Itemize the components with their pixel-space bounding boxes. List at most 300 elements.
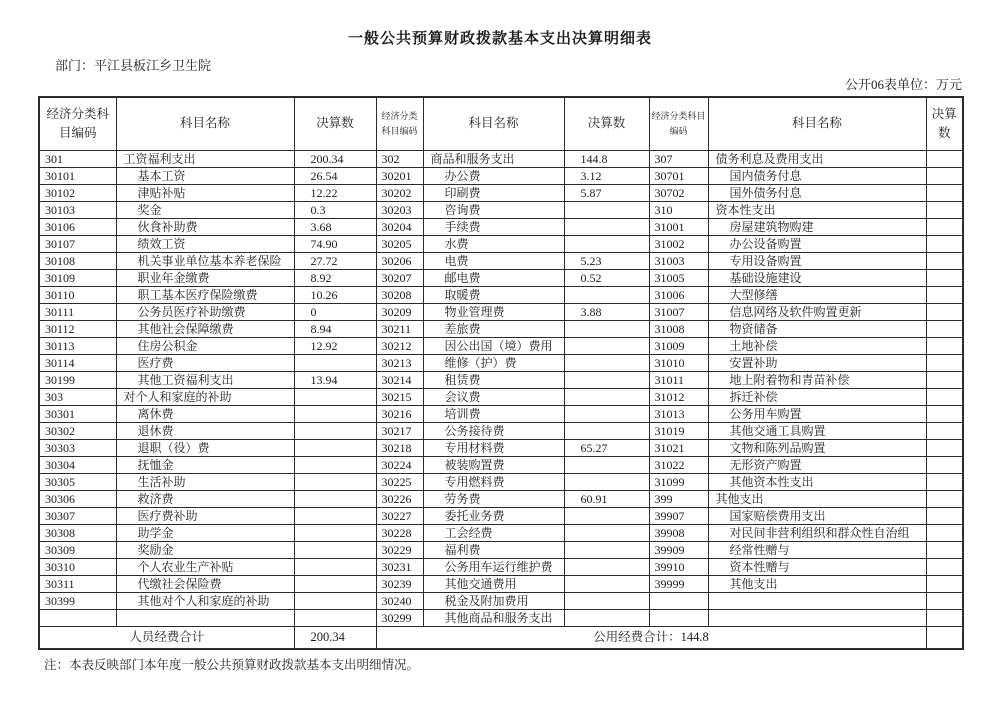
subject-name: 债务利息及费用支出	[708, 151, 926, 168]
subject-code: 39910	[649, 559, 708, 576]
subject-code	[649, 610, 708, 627]
table-row	[39, 202, 963, 219]
subject-code: 301	[39, 151, 116, 168]
subject-name: 办公设备购置	[708, 236, 926, 253]
final-amount	[926, 423, 963, 440]
subject-name: 资本性赠与	[708, 559, 926, 576]
final-amount	[564, 219, 649, 236]
subject-code: 31008	[649, 321, 708, 338]
header-row	[39, 97, 963, 151]
subject-name: 安置补助	[708, 355, 926, 372]
subject-name: 个人农业生产补贴	[116, 559, 294, 576]
subject-name: 医疗费	[116, 355, 294, 372]
final-amount	[926, 355, 963, 372]
final-amount	[926, 559, 963, 576]
final-amount: 5.23	[564, 253, 649, 270]
subject-code: 31099	[649, 474, 708, 491]
final-amount: 12.92	[294, 338, 376, 355]
final-amount	[926, 270, 963, 287]
subject-code: 31001	[649, 219, 708, 236]
subject-code: 30218	[376, 440, 423, 457]
final-amount	[564, 372, 649, 389]
final-amount	[564, 593, 649, 610]
subject-code: 30111	[39, 304, 116, 321]
final-amount: 60.91	[564, 491, 649, 508]
subject-code: 30212	[376, 338, 423, 355]
final-amount	[294, 593, 376, 610]
subject-code: 30304	[39, 457, 116, 474]
subject-code: 31010	[649, 355, 708, 372]
subject-name: 无形资产购置	[708, 457, 926, 474]
subject-name: 医疗费补助	[116, 508, 294, 525]
budget-report-page	[38, 0, 962, 673]
subject-code: 399	[649, 491, 708, 508]
subject-name: 其他交通工具购置	[708, 423, 926, 440]
subject-code: 30201	[376, 168, 423, 185]
subject-code: 30229	[376, 542, 423, 559]
subject-code: 39909	[649, 542, 708, 559]
final-amount	[926, 151, 963, 168]
subject-code: 30216	[376, 406, 423, 423]
table-row	[39, 491, 963, 508]
subject-name: 职工基本医疗保险缴费	[116, 287, 294, 304]
subject-name: 助学金	[116, 525, 294, 542]
subject-code: 30310	[39, 559, 116, 576]
table-row	[39, 321, 963, 338]
subject-code: 30311	[39, 576, 116, 593]
final-amount: 5.87	[564, 185, 649, 202]
subject-name: 因公出国（境）费用	[423, 338, 564, 355]
subject-name: 经常性赠与	[708, 542, 926, 559]
subject-code: 30202	[376, 185, 423, 202]
final-amount: 12.22	[294, 185, 376, 202]
final-amount	[294, 542, 376, 559]
subject-name: 基础设施建设	[708, 270, 926, 287]
table-row	[39, 440, 963, 457]
subject-name: 住房公积金	[116, 338, 294, 355]
subject-code: 30217	[376, 423, 423, 440]
subject-code: 30224	[376, 457, 423, 474]
subject-code: 39999	[649, 576, 708, 593]
final-amount: 0	[294, 304, 376, 321]
table-row	[39, 372, 963, 389]
subject-name: 对民间非营利组织和群众性自治组	[708, 525, 926, 542]
final-amount	[294, 525, 376, 542]
subject-name: 机关事业单位基本养老保险	[116, 253, 294, 270]
subject-code: 30306	[39, 491, 116, 508]
subject-name: 退休费	[116, 423, 294, 440]
final-amount	[926, 610, 963, 627]
subject-name: 专用燃料费	[423, 474, 564, 491]
subject-code: 31002	[649, 236, 708, 253]
final-amount	[926, 338, 963, 355]
subject-code: 30303	[39, 440, 116, 457]
final-amount	[294, 508, 376, 525]
table-row	[39, 610, 963, 627]
subject-name	[708, 593, 926, 610]
subject-name: 劳务费	[423, 491, 564, 508]
final-amount	[926, 321, 963, 338]
public-total-label: 公用经费合计：144.8	[376, 627, 926, 650]
col-header-value-2: 决算数	[564, 97, 649, 151]
col-header-value-3: 决算数	[926, 97, 963, 151]
final-amount	[926, 491, 963, 508]
subject-code: 30702	[649, 185, 708, 202]
totals-empty-cell	[926, 627, 963, 650]
subject-code: 30112	[39, 321, 116, 338]
subject-name: 公务员医疗补助缴费	[116, 304, 294, 321]
personnel-total-label: 人员经费合计	[39, 627, 294, 650]
subject-code: 30209	[376, 304, 423, 321]
final-amount	[926, 219, 963, 236]
subject-name: 文物和陈列品购置	[708, 440, 926, 457]
final-amount: 200.34	[294, 151, 376, 168]
subject-code: 30206	[376, 253, 423, 270]
final-amount	[564, 508, 649, 525]
subject-code: 30114	[39, 355, 116, 372]
final-amount	[926, 508, 963, 525]
table-row	[39, 185, 963, 202]
final-amount	[294, 423, 376, 440]
subject-name: 其他支出	[708, 576, 926, 593]
final-amount: 3.12	[564, 168, 649, 185]
personnel-total-value: 200.34	[294, 627, 376, 650]
subject-name: 维修（护）费	[423, 355, 564, 372]
final-amount	[294, 491, 376, 508]
subject-name: 国内债务付息	[708, 168, 926, 185]
table-row	[39, 542, 963, 559]
subject-name: 委托业务费	[423, 508, 564, 525]
subject-code: 31011	[649, 372, 708, 389]
subject-name: 其他对个人和家庭的补助	[116, 593, 294, 610]
subject-name: 其他商品和服务支出	[423, 610, 564, 627]
final-amount	[564, 338, 649, 355]
subject-code: 30226	[376, 491, 423, 508]
subject-code: 307	[649, 151, 708, 168]
subject-code: 31006	[649, 287, 708, 304]
final-amount	[926, 576, 963, 593]
table-row	[39, 219, 963, 236]
final-amount	[926, 440, 963, 457]
subject-name: 奖金	[116, 202, 294, 219]
final-amount: 3.88	[564, 304, 649, 321]
table-row	[39, 168, 963, 185]
table-row	[39, 508, 963, 525]
subject-name: 生活补助	[116, 474, 294, 491]
subject-name: 差旅费	[423, 321, 564, 338]
final-amount	[294, 559, 376, 576]
subject-name: 手续费	[423, 219, 564, 236]
subject-name: 基本工资	[116, 168, 294, 185]
totals-row	[39, 627, 963, 650]
col-header-value-1: 决算数	[294, 97, 376, 151]
subject-name: 津贴补贴	[116, 185, 294, 202]
final-amount	[926, 372, 963, 389]
subject-code: 30228	[376, 525, 423, 542]
final-amount	[564, 542, 649, 559]
table-body	[39, 151, 963, 627]
subject-name: 被装购置费	[423, 457, 564, 474]
subject-name	[116, 610, 294, 627]
table-row	[39, 457, 963, 474]
subject-code: 31022	[649, 457, 708, 474]
department-line: 部门：平江县板江乡卫生院	[55, 58, 212, 73]
subject-code: 30113	[39, 338, 116, 355]
subject-name: 租赁费	[423, 372, 564, 389]
subject-code: 39907	[649, 508, 708, 525]
subject-code: 31005	[649, 270, 708, 287]
subject-code: 39908	[649, 525, 708, 542]
final-amount	[926, 304, 963, 321]
subject-code: 30399	[39, 593, 116, 610]
subject-code: 30225	[376, 474, 423, 491]
final-amount	[564, 287, 649, 304]
final-amount	[926, 474, 963, 491]
subject-code: 302	[376, 151, 423, 168]
table-row	[39, 253, 963, 270]
table-row	[39, 304, 963, 321]
subject-name: 培训费	[423, 406, 564, 423]
page-title: 一般公共预算财政拨款基本支出决算明细表	[347, 31, 652, 47]
final-amount	[564, 406, 649, 423]
budget-table	[38, 96, 964, 650]
final-amount: 65.27	[564, 440, 649, 457]
subject-code: 30207	[376, 270, 423, 287]
subject-name: 对个人和家庭的补助	[116, 389, 294, 406]
subject-code: 31012	[649, 389, 708, 406]
subject-name: 绩效工资	[116, 236, 294, 253]
final-amount	[926, 389, 963, 406]
table-row	[39, 151, 963, 168]
subject-name: 离休费	[116, 406, 294, 423]
subject-name: 资本性支出	[708, 202, 926, 219]
final-amount	[564, 457, 649, 474]
subject-name: 国家赔偿费用支出	[708, 508, 926, 525]
subject-name: 土地补偿	[708, 338, 926, 355]
final-amount	[294, 474, 376, 491]
subject-code: 30103	[39, 202, 116, 219]
subject-name: 拆迁补偿	[708, 389, 926, 406]
subject-name: 会议费	[423, 389, 564, 406]
final-amount	[926, 593, 963, 610]
subject-name: 专用材料费	[423, 440, 564, 457]
final-amount	[564, 525, 649, 542]
subject-name: 工资福利支出	[116, 151, 294, 168]
table-row	[39, 593, 963, 610]
footnote: 注：本表反映部门本年度一般公共预算财政拨款基本支出明细情况。	[44, 658, 420, 672]
final-amount	[926, 457, 963, 474]
subject-code: 30701	[649, 168, 708, 185]
subject-code: 30301	[39, 406, 116, 423]
table-row	[39, 270, 963, 287]
subject-code: 30302	[39, 423, 116, 440]
subject-name: 信息网络及软件购置更新	[708, 304, 926, 321]
subject-code: 30227	[376, 508, 423, 525]
subject-name: 公务用车运行维护费	[423, 559, 564, 576]
table-row	[39, 338, 963, 355]
subject-code	[39, 610, 116, 627]
subject-code: 30208	[376, 287, 423, 304]
subject-code: 30109	[39, 270, 116, 287]
subject-name: 其他工资福利支出	[116, 372, 294, 389]
subject-code: 30204	[376, 219, 423, 236]
subject-code: 30309	[39, 542, 116, 559]
table-row	[39, 576, 963, 593]
final-amount	[926, 542, 963, 559]
subject-code: 30231	[376, 559, 423, 576]
subject-code: 30107	[39, 236, 116, 253]
subject-code: 30203	[376, 202, 423, 219]
final-amount: 0.52	[564, 270, 649, 287]
table-row	[39, 236, 963, 253]
subject-code: 30215	[376, 389, 423, 406]
subject-code	[649, 593, 708, 610]
subject-code: 31021	[649, 440, 708, 457]
subject-code: 30211	[376, 321, 423, 338]
subject-name: 代缴社会保险费	[116, 576, 294, 593]
subject-name: 国外债务付息	[708, 185, 926, 202]
col-header-name-1: 科目名称	[116, 97, 294, 151]
col-header-name-2: 科目名称	[423, 97, 564, 151]
subject-name: 物业管理费	[423, 304, 564, 321]
subject-code: 30213	[376, 355, 423, 372]
final-amount	[564, 610, 649, 627]
final-amount	[926, 202, 963, 219]
subject-code: 30299	[376, 610, 423, 627]
subject-code: 31007	[649, 304, 708, 321]
final-amount	[926, 236, 963, 253]
final-amount: 13.94	[294, 372, 376, 389]
subject-code: 30239	[376, 576, 423, 593]
subject-code: 30108	[39, 253, 116, 270]
subject-code: 303	[39, 389, 116, 406]
subject-name: 工会经费	[423, 525, 564, 542]
final-amount	[294, 576, 376, 593]
subject-code: 30101	[39, 168, 116, 185]
table-row	[39, 525, 963, 542]
final-amount	[564, 236, 649, 253]
subject-name: 房屋建筑物购建	[708, 219, 926, 236]
subject-name: 地上附着物和青苗补偿	[708, 372, 926, 389]
final-amount	[294, 457, 376, 474]
col-header-code-2: 经济分类科目编码	[376, 97, 423, 151]
subject-name: 税金及附加费用	[423, 593, 564, 610]
final-amount	[564, 389, 649, 406]
final-amount	[564, 321, 649, 338]
subject-name: 商品和服务支出	[423, 151, 564, 168]
final-amount	[564, 202, 649, 219]
subject-name: 印刷费	[423, 185, 564, 202]
subject-name: 办公费	[423, 168, 564, 185]
subject-name: 电费	[423, 253, 564, 270]
subject-code: 30308	[39, 525, 116, 542]
final-amount: 10.26	[294, 287, 376, 304]
final-amount: 144.8	[564, 151, 649, 168]
final-amount: 26.54	[294, 168, 376, 185]
final-amount	[926, 253, 963, 270]
final-amount: 3.68	[294, 219, 376, 236]
final-amount	[926, 287, 963, 304]
subject-name: 专用设备购置	[708, 253, 926, 270]
final-amount	[294, 389, 376, 406]
final-amount	[564, 423, 649, 440]
subject-name: 其他支出	[708, 491, 926, 508]
subject-code: 30240	[376, 593, 423, 610]
subject-code: 31003	[649, 253, 708, 270]
col-header-code-1: 经济分类科目编码	[39, 97, 116, 151]
subject-code: 30102	[39, 185, 116, 202]
final-amount	[294, 610, 376, 627]
final-amount: 8.92	[294, 270, 376, 287]
subject-name: 伙食补助费	[116, 219, 294, 236]
final-amount	[294, 440, 376, 457]
subject-code: 30199	[39, 372, 116, 389]
final-amount	[926, 525, 963, 542]
table-row	[39, 389, 963, 406]
subject-name: 其他社会保障缴费	[116, 321, 294, 338]
table-meta-line: 公开06表单位：万元	[844, 77, 962, 92]
subject-code: 30307	[39, 508, 116, 525]
subject-code: 30110	[39, 287, 116, 304]
table-row	[39, 406, 963, 423]
final-amount: 74.90	[294, 236, 376, 253]
final-amount: 8.94	[294, 321, 376, 338]
final-amount	[294, 406, 376, 423]
final-amount	[564, 576, 649, 593]
subject-name: 大型修缮	[708, 287, 926, 304]
subject-code: 310	[649, 202, 708, 219]
table-row	[39, 423, 963, 440]
subject-name: 物资储备	[708, 321, 926, 338]
subject-code: 30214	[376, 372, 423, 389]
table-row	[39, 355, 963, 372]
table-row	[39, 559, 963, 576]
subject-name: 水费	[423, 236, 564, 253]
final-amount	[564, 559, 649, 576]
subject-name: 取暖费	[423, 287, 564, 304]
subject-name: 奖励金	[116, 542, 294, 559]
subject-name: 咨询费	[423, 202, 564, 219]
subject-name: 公务用车购置	[708, 406, 926, 423]
table-row	[39, 287, 963, 304]
subject-name: 救济费	[116, 491, 294, 508]
subject-name: 职业年金缴费	[116, 270, 294, 287]
subject-code: 30305	[39, 474, 116, 491]
col-header-code-3: 经济分类科目编码	[649, 97, 708, 151]
subject-name: 退职（役）费	[116, 440, 294, 457]
col-header-name-3: 科目名称	[708, 97, 926, 151]
subject-name: 抚恤金	[116, 457, 294, 474]
final-amount	[926, 406, 963, 423]
final-amount	[926, 185, 963, 202]
final-amount	[564, 355, 649, 372]
subject-name: 邮电费	[423, 270, 564, 287]
final-amount	[294, 355, 376, 372]
subject-code: 30106	[39, 219, 116, 236]
subject-code: 31009	[649, 338, 708, 355]
subject-code: 30205	[376, 236, 423, 253]
subject-code: 31013	[649, 406, 708, 423]
subject-name: 福利费	[423, 542, 564, 559]
subject-name	[708, 610, 926, 627]
final-amount	[564, 474, 649, 491]
table-row	[39, 474, 963, 491]
subject-code: 31019	[649, 423, 708, 440]
final-amount: 0.3	[294, 202, 376, 219]
subject-name: 其他交通费用	[423, 576, 564, 593]
final-amount	[926, 168, 963, 185]
subject-name: 公务接待费	[423, 423, 564, 440]
